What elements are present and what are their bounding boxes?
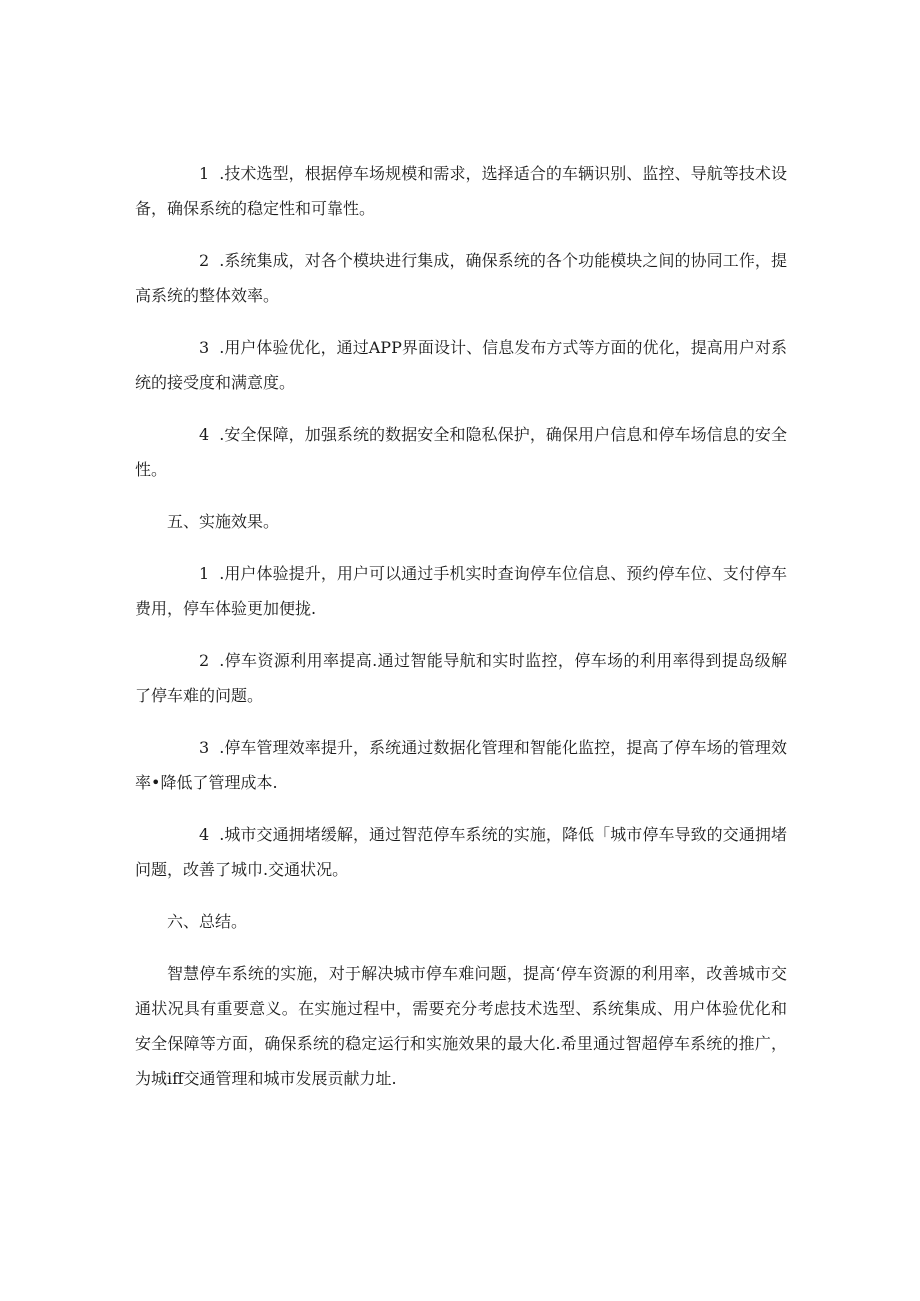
item-number: 3 bbox=[199, 738, 210, 757]
item-number: 3 bbox=[199, 338, 210, 357]
item-text: .技术选型，根据停车场规模和需求，选择适合的车辆识别、监控、导航等技术设备，确保系统的稳定性和可靠性。 bbox=[135, 164, 787, 218]
section-heading: 六、总结。 bbox=[167, 912, 248, 931]
item-number: 1 bbox=[199, 564, 210, 583]
summary-paragraph: 智慧停车系统的实施，对于解决城市停车难问题，提高‘停车资源的利用率，改善城市交通状况具有重要意义。在实施过程中，需要充分考虑技术选型、系统集成、用户体验优化和安全保障等方面，确保系统的稳定运行和实施效果的最大化.希里通过智超停车系统的推广，为城iff交通管理和城市发展贡献力址. bbox=[135, 964, 787, 1088]
item-number: 4 bbox=[199, 825, 210, 844]
item-text: .用户体验优化，通过APP界面设计、信息发布方式等方面的优化，提高用户对系统的接受度和满意度。 bbox=[135, 338, 787, 392]
list-item bbox=[135, 817, 787, 887]
item-number: 4 bbox=[199, 425, 210, 444]
list-item bbox=[135, 730, 787, 800]
item-number: 2 bbox=[199, 651, 210, 670]
item-number: 1 bbox=[199, 164, 210, 183]
list-item bbox=[135, 417, 787, 487]
document-body bbox=[135, 156, 787, 1113]
list-item bbox=[135, 156, 787, 226]
list-item bbox=[135, 330, 787, 400]
item-text: .城市交通拥堵缓解，通过智范停车系统的实施，降低「城市停车导致的交通拥堵问题，改善了城巾.交通状况。 bbox=[135, 825, 787, 879]
item-text: .停车管理效率提升，系统通过数据化管理和智能化监控，提高了停车场的管理效率•降低了管理成本. bbox=[135, 738, 787, 792]
item-text: .用户体验提升，用户可以通过手机实时查询停车位信息、预约停车位、支付停车费用，停车体验更加便拢. bbox=[135, 564, 787, 618]
item-text: .停车资源利用率提高.通过智能导航和实时监控，停车场的利用率得到提岛级解了停车难的问题。 bbox=[135, 651, 787, 705]
section-heading: 五、实施效果。 bbox=[167, 512, 280, 531]
list-item bbox=[135, 643, 787, 713]
item-number: 2 bbox=[199, 251, 210, 270]
list-item bbox=[135, 243, 787, 313]
item-text: .系统集成，对各个模块进行集成，确保系统的各个功能模块之间的协同工作，提高系统的整体效率。 bbox=[135, 251, 787, 305]
list-item bbox=[135, 556, 787, 626]
item-text: .安全保障，加强系统的数据安全和隐私保护，确保用户信息和停车场信息的安全性。 bbox=[135, 425, 787, 479]
